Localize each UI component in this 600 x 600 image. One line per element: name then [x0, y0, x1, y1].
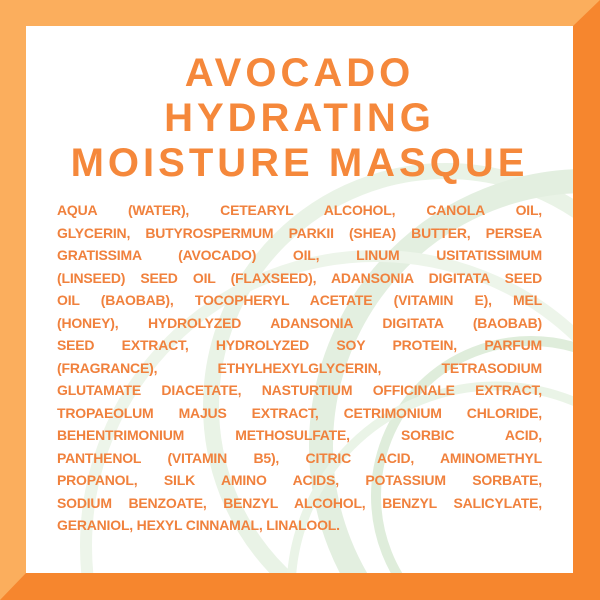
label-panel	[26, 26, 573, 573]
ingredient-line: GLYCERIN, BUTYROSPERMUM PARKII (SHEA) BUTTER, PERSEA	[57, 224, 542, 241]
label-content	[26, 51, 573, 573]
ingredient-line: SEED EXTRACT, HYDROLYZED SOY PROTEIN, PARFUM	[57, 337, 542, 353]
product-title	[26, 51, 573, 186]
ingredient-line: OIL (BAOBAB), TOCOPHERYL ACETATE (VITAMIN E), MEL	[57, 292, 542, 308]
ingredient-line: GRATISSIMA (AVOCADO) OIL, LINUM USITATISSIMUM	[57, 247, 542, 263]
ingredient-line: TROPAEOLUM MAJUS EXTRACT, CETRIMONIUM CHLORIDE,	[57, 404, 542, 421]
title-line-2: HYDRATING	[164, 96, 435, 140]
ingredient-line: GERANIOL, HEXYL CINNAMAL, LINALOOL.	[57, 517, 340, 533]
ingredient-line: (LINSEED) SEED OIL (FLAXSEED), ADANSONIA DIGITATA SEED	[57, 269, 542, 286]
ingredient-list	[26, 199, 573, 537]
ingredient-line: (HONEY), HYDROLYZED ADANSONIA DIGITATA (BAOBAB)	[57, 314, 542, 331]
ingredient-line: SODIUM BENZOATE, BENZYL ALCOHOL, BENZYL SALICYLATE,	[57, 494, 542, 511]
ingredient-line: PROPANOL, SILK AMINO ACIDS, POTASSIUM SORBATE,	[57, 472, 542, 488]
ingredient-line: AQUA (WATER), CETEARYL ALCOHOL, CANOLA OIL,	[57, 202, 542, 218]
ingredient-line: PANTHENOL (VITAMIN B5), CITRIC ACID, AMINOMETHYL	[57, 449, 542, 466]
ingredient-line: (FRAGRANCE), ETHYLHEXYLGLYCERIN, TETRASODIUM	[57, 359, 542, 376]
title-line-3: MOISTURE MASQUE	[70, 141, 529, 185]
title-line-1: AVOCADO	[184, 51, 415, 95]
ingredient-line: GLUTAMATE DIACETATE, NASTURTIUM OFFICINALE EXTRACT,	[57, 382, 542, 398]
ingredient-line: BEHENTRIMONIUM METHOSULFATE, SORBIC ACID,	[57, 427, 542, 443]
